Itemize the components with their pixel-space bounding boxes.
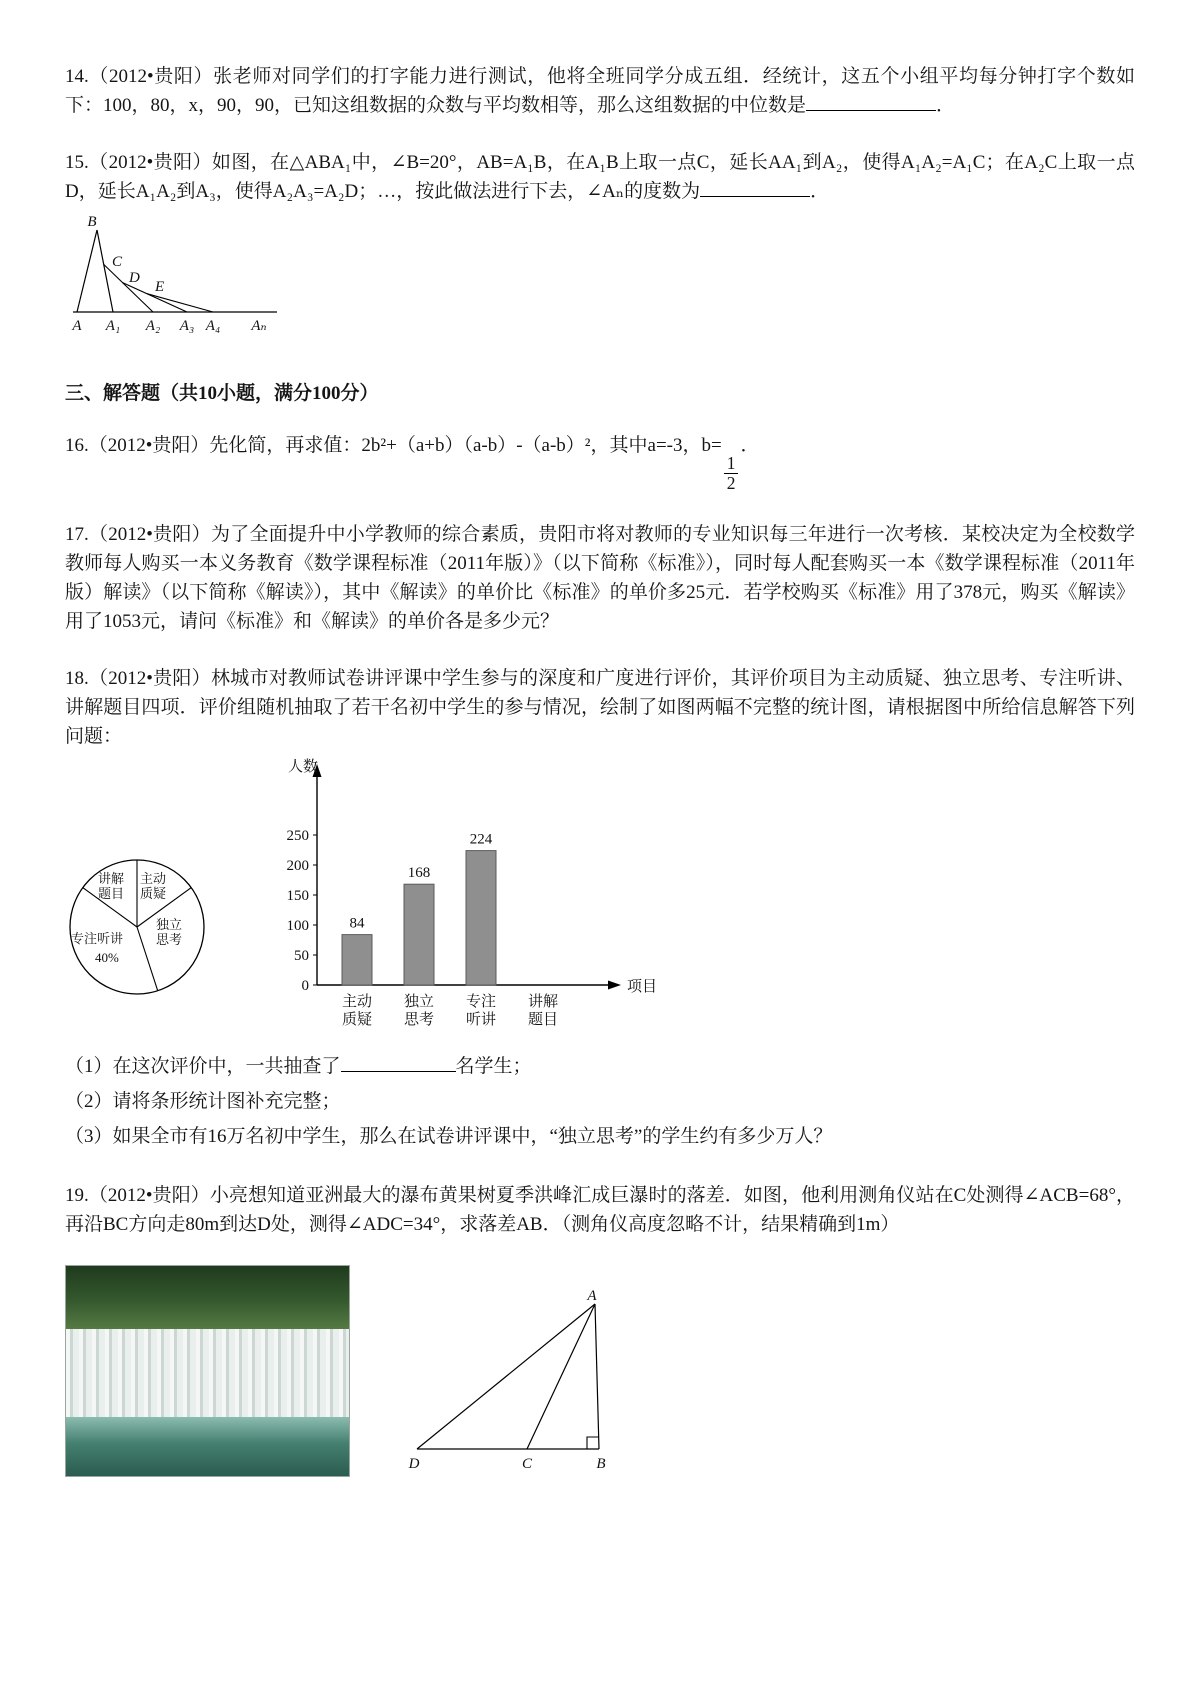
point-label-A2: A₂	[145, 318, 161, 334]
y-tick-label: 150	[286, 888, 309, 905]
bar-chart-svg	[259, 757, 669, 1035]
question-15-text: 15.（2012•贵阳）如图，在△ABA₁中，∠B=20°，AB=A₁B，在A₁B上取一点C，延长AA₁到A₂，使得A₁A₂=A₁C；在A₂C上取一点D，延长A₁A₂到A₃，使得A₂A₃=A₂D；…，按此做法进行下去，∠Aₙ的度数为	[65, 152, 1135, 202]
x-axis-arrow	[608, 981, 621, 990]
point-label-D: D	[408, 1456, 420, 1473]
answer-blank	[341, 1052, 456, 1072]
answer-blank	[700, 177, 810, 197]
y-tick-label: 250	[286, 828, 309, 845]
question-15-suffix: ．	[810, 181, 830, 202]
category-label: 专注	[465, 994, 497, 1011]
question-16-suffix: ．	[740, 435, 760, 456]
pie-percent-label: 40%	[95, 950, 119, 966]
pie-label-duli-sikao: 独立思考	[155, 917, 182, 948]
point-label-An: Aₙ	[251, 318, 267, 334]
point-label-D: D	[129, 270, 140, 286]
segment-CA	[527, 1304, 595, 1449]
question-14	[65, 62, 1135, 120]
question-17: 17.（2012•贵阳）为了全面提升中小学教师的综合素质，贵阳市将对教师的专业知识每三年进行一次考核．某校决定为全校数学教师每人购买一本义务教育《数学课程标准（2011年版）》（以下简称《标准》），同时每人配套购买一本《数学课程标准（2011年版）解读》（以下简称《解读》），其中《解读》的单价比《标准》的单价多25元．若学校购买《标准》用了378元，购买《解读》用了1053元，请问《标准》和《解读》的单价各是多少元？	[65, 524, 1135, 633]
category-label: 讲解	[527, 994, 559, 1011]
y-tick-label: 200	[286, 858, 309, 875]
waterfall-photo-water	[66, 1417, 349, 1476]
point-label-C: C	[112, 254, 123, 270]
fraction-denominator: 2	[724, 473, 739, 492]
category-label-line2: 题目	[527, 1012, 559, 1029]
point-label-B: B	[596, 1456, 606, 1473]
question-15	[65, 148, 1135, 206]
sub1-prefix: （1）在这次评价中，一共抽查了	[65, 1056, 341, 1078]
point-label-A1: A₁	[105, 318, 121, 334]
point-label-C: C	[521, 1456, 533, 1473]
category-label: 主动	[341, 994, 373, 1011]
question-14-text: 14.（2012•贵阳）张老师对同学们的打字能力进行测试，他将全班同学分成五组．经统计，这五个小组平均每分钟打字个数如下：100，80，x，90，90，已知这组数据的众数与平均数相等，那么这组数据的中位数是	[65, 66, 1135, 116]
fraction-numerator: 1	[726, 453, 736, 474]
category-label: 独立	[403, 994, 435, 1011]
q19-triangle-svg	[402, 1289, 637, 1477]
sub1-suffix: 名学生；	[455, 1056, 532, 1078]
segment-AB	[77, 230, 97, 312]
bar-1	[404, 884, 434, 985]
question-18-sub1	[65, 1052, 1135, 1081]
category-label-line2: 质疑	[341, 1012, 373, 1029]
point-label-A4: A₄	[205, 318, 221, 334]
y-tick-label: 0	[301, 978, 309, 995]
bar-value-label: 224	[469, 831, 493, 848]
y-tick-label: 100	[286, 918, 309, 935]
waterfall-photo-trees	[66, 1266, 349, 1329]
bar-value-label: 84	[349, 915, 365, 932]
fraction	[724, 454, 739, 492]
question-18-sub3: （3）如果全市有16万名初中学生，那么在试卷讲评课中，“独立思考”的学生约有多少万人？	[65, 1126, 833, 1148]
point-label-A: A	[587, 1289, 597, 1305]
bar-0	[342, 935, 372, 985]
point-label-E: E	[155, 279, 165, 295]
waterfall-photo-falls	[66, 1329, 349, 1417]
right-angle-mark	[587, 1437, 599, 1449]
q15-figure	[65, 212, 1135, 349]
q15-figure-svg	[65, 212, 305, 340]
question-16	[65, 426, 1135, 492]
section-heading: 三、解答题（共10小题，满分100分）	[65, 383, 379, 404]
y-axis-title: 人数	[287, 759, 319, 776]
bar-2	[466, 851, 496, 985]
x-axis-title: 项目	[627, 979, 658, 996]
category-label-line2: 思考	[403, 1012, 435, 1029]
category-label-line2: 听讲	[465, 1012, 497, 1029]
y-tick-label: 50	[294, 948, 309, 965]
waterfall-photo	[65, 1265, 350, 1477]
bar-chart	[259, 757, 669, 1044]
pie-label-zhuanzhu-tingjiang: 专注听讲	[71, 931, 124, 947]
answer-blank	[806, 91, 936, 111]
bar-value-label: 168	[407, 865, 431, 882]
pie-chart	[65, 855, 215, 1005]
question-14-suffix: ．	[936, 95, 956, 116]
question-16-text: 16.（2012•贵阳）先化简，再求值：2b²+（a+b）（a-b）-（a-b）²，其中a=-3，b=	[65, 435, 722, 456]
question-18: 18.（2012•贵阳）林城市对教师试卷讲评课中学生参与的深度和广度进行评价，其评价项目为主动质疑、独立思考、专注听讲、讲解题目四项．评价组随机抽取了若干名初中学生的参与情况，绘制了如图两幅不完整的统计图，请根据图中所给信息解答下列问题：	[65, 668, 1135, 748]
question-18-sub2: （2）请将条形统计图补充完整；	[65, 1091, 341, 1113]
pie-label-jiangjie-timu: 讲解题目	[97, 871, 124, 902]
segment-AB	[595, 1304, 599, 1449]
question-19: 19.（2012•贵阳）小亮想知道亚洲最大的瀑布黄果树夏季洪峰汇成巨瀑时的落差．如图，他利用测角仪站在C处测得∠ACB=68°，再沿BC方向走80m到达D处，测得∠ADC=34°，求落差AB．（测角仪高度忽略不计，结果精确到1m）	[65, 1185, 1135, 1236]
pie-label-zhudong-zhiyi: 主动质疑	[139, 871, 166, 902]
point-label-A: A	[72, 318, 82, 334]
q18-figure	[65, 757, 1135, 1044]
point-label-B: B	[87, 214, 97, 230]
point-label-A3: A₃	[179, 318, 195, 334]
q19-figure	[65, 1265, 1135, 1477]
segment-DA	[417, 1304, 595, 1449]
